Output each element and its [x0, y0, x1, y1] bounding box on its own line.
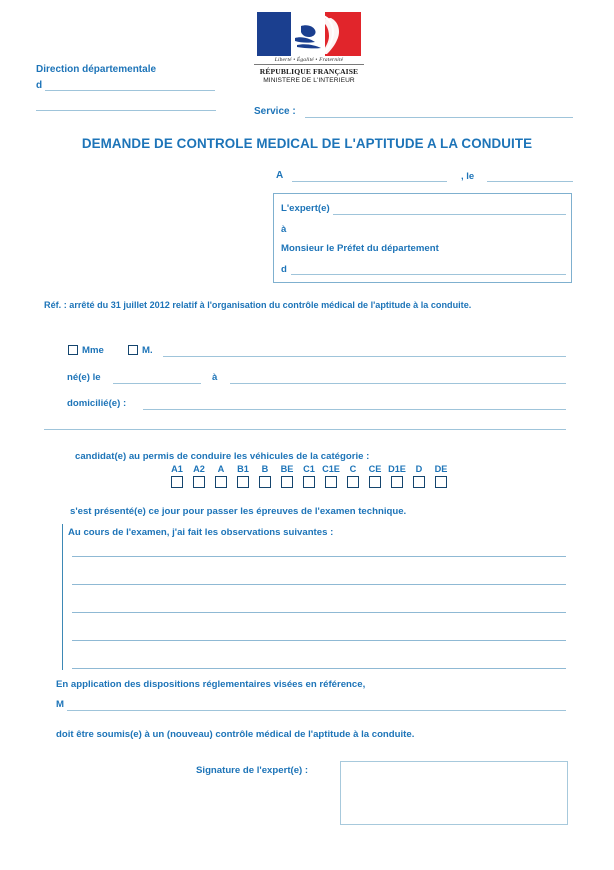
application-intro-text: En application des dispositions réglementaires visées en référence,: [56, 679, 366, 690]
signature-label: Signature de l'expert(e) :: [196, 765, 309, 776]
category-label: DE: [434, 464, 448, 474]
departement-input-line[interactable]: [291, 274, 566, 275]
observations-left-bar: [62, 524, 63, 670]
category-label: BE: [280, 464, 294, 474]
subject-m-label: M: [56, 699, 64, 710]
category-label: A2: [193, 464, 205, 474]
categories-checkbox-row: [168, 464, 450, 488]
direction-field-line-1[interactable]: [45, 90, 215, 91]
observation-input-line-3[interactable]: [72, 612, 566, 613]
logo-motto: Liberté • Égalité • Fraternité: [254, 57, 364, 65]
expert-input-line[interactable]: [333, 214, 566, 215]
category-checkbox-c1e[interactable]: [325, 476, 337, 488]
category-label: D1E: [388, 464, 406, 474]
reference-text: Réf. : arrêté du 31 juillet 2012 relatif à l'organisation du contrôle médical de l'aptitude à la conduite.: [44, 300, 472, 310]
place-input-line[interactable]: [292, 181, 447, 182]
category-checkbox-a2[interactable]: [193, 476, 205, 488]
birth-place-input-line[interactable]: [230, 383, 566, 384]
birth-date-label: né(e) le: [67, 372, 101, 383]
signature-box[interactable]: [340, 761, 568, 825]
category-checkbox-a[interactable]: [215, 476, 227, 488]
date-label: , le: [461, 171, 475, 182]
prefet-label: Monsieur le Préfet du département: [281, 243, 439, 254]
category-cell: [322, 464, 340, 488]
application-conclusion-text: doit être soumis(e) à un (nouveau) contrôle médical de l'aptitude à la conduite.: [56, 729, 415, 740]
categories-intro-label: candidat(e) au permis de conduire les véhicules de la catégorie :: [75, 451, 370, 462]
category-checkbox-c1[interactable]: [303, 476, 315, 488]
category-label: C: [349, 464, 357, 474]
category-checkbox-d[interactable]: [413, 476, 425, 488]
category-cell: [168, 464, 186, 488]
direction-field-line-2[interactable]: [36, 110, 216, 111]
logo-ministry: MINISTERE DE L'INTERIEUR: [263, 77, 355, 84]
category-label: A: [217, 464, 225, 474]
checkbox-m-label: M.: [142, 345, 153, 356]
birth-place-label: à: [212, 372, 218, 383]
category-label: C1: [303, 464, 315, 474]
category-cell: [344, 464, 362, 488]
name-input-line[interactable]: [163, 356, 566, 357]
category-cell: [234, 464, 252, 488]
place-label: A: [276, 170, 284, 181]
date-input-line[interactable]: [487, 181, 573, 182]
expert-label: L'expert(e): [281, 203, 330, 214]
category-label: A1: [171, 464, 183, 474]
address-input-line-2[interactable]: [44, 429, 566, 430]
direction-d-label: d: [36, 80, 43, 91]
category-label: CE: [368, 464, 382, 474]
service-label: Service :: [254, 106, 296, 117]
category-cell: [278, 464, 296, 488]
category-checkbox-b[interactable]: [259, 476, 271, 488]
category-cell: [212, 464, 230, 488]
checkbox-mme-label: Mme: [82, 345, 104, 356]
category-cell: [256, 464, 274, 488]
category-label: C1E: [322, 464, 340, 474]
category-checkbox-ce[interactable]: [369, 476, 381, 488]
category-checkbox-be[interactable]: [281, 476, 293, 488]
category-checkbox-a1[interactable]: [171, 476, 183, 488]
service-input-line[interactable]: [305, 117, 573, 118]
category-checkbox-de[interactable]: [435, 476, 447, 488]
category-checkbox-c[interactable]: [347, 476, 359, 488]
observation-input-line-2[interactable]: [72, 584, 566, 585]
departement-d-label: d: [281, 264, 287, 275]
subject-name-input-line[interactable]: [67, 710, 566, 711]
category-label: B1: [237, 464, 249, 474]
category-checkbox-d1e[interactable]: [391, 476, 403, 488]
observation-input-line-1[interactable]: [72, 556, 566, 557]
category-cell: [190, 464, 208, 488]
category-cell: [410, 464, 428, 488]
observation-input-line-5[interactable]: [72, 668, 566, 669]
logo-republic: RÉPUBLIQUE FRANÇAISE: [259, 66, 359, 76]
checkbox-m[interactable]: [128, 345, 138, 355]
address-input-line-1[interactable]: [143, 409, 566, 410]
republic-logo: [254, 12, 364, 84]
category-checkbox-b1[interactable]: [237, 476, 249, 488]
category-cell: [366, 464, 384, 488]
category-label: B: [261, 464, 269, 474]
category-cell: [388, 464, 406, 488]
observation-input-line-4[interactable]: [72, 640, 566, 641]
observations-label: Au cours de l'examen, j'ai fait les observations suivantes :: [68, 527, 334, 538]
marianne-flag-icon: [257, 12, 361, 56]
addressee-a-label: à: [281, 224, 287, 235]
checkbox-mme[interactable]: [68, 345, 78, 355]
presented-text: s'est présenté(e) ce jour pour passer les épreuves de l'examen technique.: [70, 506, 407, 517]
category-cell: [432, 464, 450, 488]
category-cell: [300, 464, 318, 488]
birth-date-input-line[interactable]: [113, 383, 201, 384]
direction-departementale-label: Direction départementale: [36, 64, 157, 75]
page-title: DEMANDE DE CONTROLE MEDICAL DE L'APTITUDE A LA CONDUITE: [81, 136, 533, 151]
address-label: domicilié(e) :: [67, 398, 127, 409]
category-label: D: [415, 464, 423, 474]
